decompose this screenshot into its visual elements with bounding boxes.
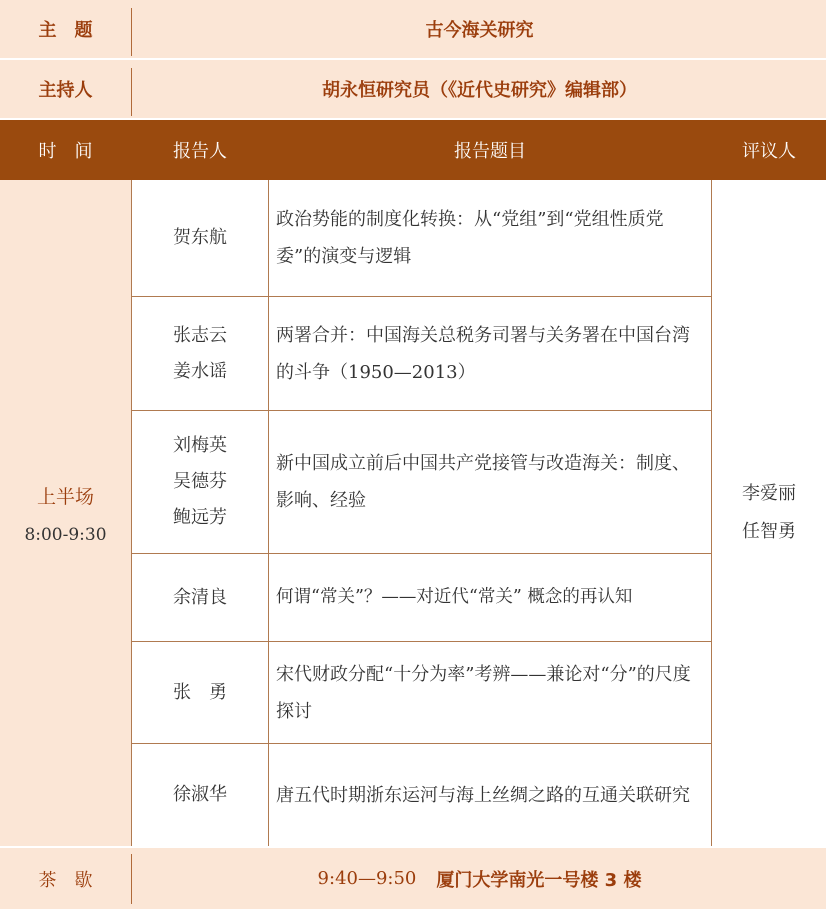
host-label: 主持人 — [38, 80, 93, 101]
speaker-name: 徐淑华 — [173, 784, 227, 805]
report-speakers — [132, 180, 268, 296]
report-topic: 宋代财政分配“十分为率”考辨——兼论对“分”的尺度探讨 — [276, 663, 691, 722]
speaker-name: 余清良 — [173, 586, 227, 608]
divider — [131, 68, 132, 116]
report-speakers — [132, 411, 268, 553]
session-time: 8:00-9:30 — [24, 524, 107, 545]
report-speakers — [132, 554, 268, 641]
tea-place: 厦门大学南光一号楼 3 楼 — [436, 869, 642, 891]
speaker-name: 张志云 — [173, 324, 227, 346]
theme-label: 主 题 — [38, 20, 93, 41]
theme-row — [0, 0, 826, 58]
report-topic: 新中国成立前后中国共产党接管与改造海关：制度、影响、经验 — [276, 453, 690, 511]
report-topic: 政治势能的制度化转换：从“党组”到“党组性质党委”的演变与逻辑 — [276, 209, 664, 267]
speaker-name: 刘梅英 — [173, 435, 227, 456]
report-speakers — [132, 642, 268, 743]
speaker-name: 张 勇 — [173, 681, 227, 703]
report-topic: 两署合并：中国海关总税务司署与关务署在中国台湾的斗争（1950—2013） — [276, 324, 690, 383]
divider — [131, 854, 132, 904]
tea-time: 9:40—9:50 — [317, 868, 417, 889]
header-speaker: 报告人 — [173, 141, 227, 162]
reviewer-name: 任智勇 — [742, 521, 796, 542]
speaker-name: 姜水谣 — [173, 360, 227, 382]
speaker-name: 贺东航 — [173, 227, 227, 248]
session-cell — [0, 180, 131, 846]
header-topic: 报告题目 — [454, 141, 526, 162]
report-topic: 何谓“常关”？——对近代“常关” 概念的再认知 — [276, 587, 633, 607]
host-row — [0, 60, 826, 118]
session-name: 上半场 — [36, 485, 94, 508]
tea-info — [133, 848, 826, 909]
reviewer-cell — [712, 180, 826, 846]
tea-label: 茶 歇 — [38, 869, 93, 891]
divider — [131, 8, 132, 56]
header-time: 时 间 — [38, 141, 93, 162]
speaker-name: 吴德芬 — [173, 471, 227, 492]
header-reviewer: 评议人 — [742, 141, 796, 162]
report-topic: 唐五代时期浙东运河与海上丝绸之路的互通关联研究 — [276, 784, 690, 806]
speaker-name: 鲍远芳 — [173, 507, 227, 528]
theme-value: 古今海关研究 — [425, 20, 534, 41]
tea-break-row — [0, 848, 826, 909]
host-value: 胡永恒研究员（《近代史研究》编辑部） — [322, 80, 637, 101]
report-speakers — [132, 744, 268, 846]
report-speakers — [132, 297, 268, 410]
table-header — [0, 120, 826, 180]
reviewer-name: 李爱丽 — [742, 483, 796, 504]
grid-line — [268, 180, 269, 846]
